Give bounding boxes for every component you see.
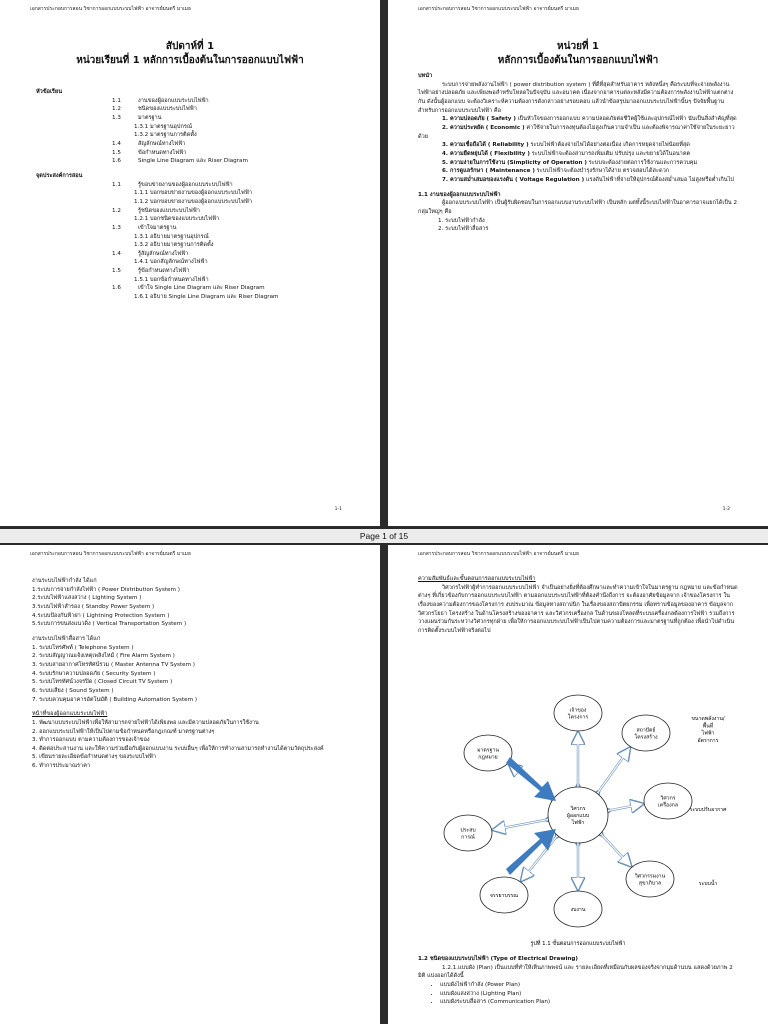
toc-row: [112, 105, 356, 114]
bullet-item: • แบบผังไฟฟ้ากำลัง (Power Plan): [440, 981, 740, 990]
unit-subtitle: หลักการเบื้องต้นในการออกแบบไฟฟ้า: [497, 54, 659, 66]
section-heading: 1.2 ชนิดของแบบระบบไฟฟ้า (Type of Electrical Drawing): [418, 956, 578, 962]
diagram-node-label: วิศวกรรมงานสุขาภิบาล: [634, 873, 666, 887]
toc-row: [134, 131, 356, 140]
diagram-node-label: งบงาน: [570, 907, 586, 913]
toc-number: 1.5: [112, 149, 121, 156]
toc-number: 1.1: [112, 97, 121, 104]
diagram-node-label: จรรยาบรรณ: [489, 893, 519, 899]
system-groups-list: [438, 217, 740, 234]
list-item: 1. ระบบโทรศัพท์ ( Telephone System ): [32, 644, 134, 651]
toc-row: [112, 149, 356, 158]
list-item: 4. ระบบรักษาความปลอดภัย ( Security System ): [32, 670, 156, 677]
toc-text: รู้ข้อกำหนดทางไฟฟ้า: [138, 268, 190, 275]
toc-row: [134, 241, 356, 250]
toc-text: 1.3.2 อธิบายมาตรฐานการติดตั้ง: [134, 242, 214, 249]
toc-text: 1.3.1 อธิบายมาตรฐานอุปกรณ์: [134, 233, 209, 240]
toc-text: 1.3.2 มาตรฐานการติดตั้ง: [134, 132, 197, 139]
list-item: 2. ออกแบบระบบไฟฟ้าให้เป็นไปตามข้อกำหนดหรือกฎเกณฑ์ มาตรฐานต่างๆ: [32, 728, 215, 735]
toc-number: 1.2: [112, 207, 121, 214]
bullet-item: • แบบผังระบบสื่อสาร (Communication Plan): [440, 998, 740, 1007]
toc-row: [112, 140, 356, 149]
duties-list: [32, 719, 352, 771]
document-page-3: [0, 545, 380, 1024]
toc-row: [134, 233, 356, 242]
contents-list: [112, 97, 356, 166]
factor-item: [418, 176, 740, 185]
toc-row: [112, 207, 356, 216]
toc-text: 1.1.1 บอกขอบข่ายงานของผู้ออกแบบระบบไฟฟ้า: [134, 190, 252, 197]
diagram-caption: รูปที่ 1.1 ขั้นตอนการออกแบบระบบไฟฟ้า: [530, 941, 626, 947]
page-number: 1-1: [334, 507, 342, 513]
toc-number: 1.3: [112, 114, 121, 121]
toc-text: รู้ชนิดของแบบระบบไฟฟ้า: [138, 207, 200, 214]
factor-label: 4. ความยืดหยุ่นได้ ( Flexibility ): [442, 150, 530, 157]
factors-list: [418, 115, 740, 184]
list-item: 6. ทำการประมาณราคา: [32, 763, 91, 770]
toc-row: [134, 293, 356, 302]
factor-label: 7. ความสม่ำเสมอของแรงดัน ( Voltage Regulation ): [442, 176, 585, 183]
center-node-label: วิศวกรผู้ออกแบบไฟฟ้า: [566, 805, 590, 827]
toc-row: [134, 189, 356, 198]
list-item: 2. ระบบสัญญาณแจ้งเหตุเพลิงไหม้ ( Fire Alarm System ): [32, 653, 175, 660]
toc-number: 1.6: [112, 285, 121, 292]
factor-item: [418, 115, 740, 124]
bullet-item: • แบบผังแสงสว่าง (Lighting Plan): [440, 990, 740, 999]
list-item: 2.ระบบไฟฟ้าแสงสว่าง ( Lighting System ): [32, 595, 142, 602]
factor-item: [418, 167, 740, 176]
list-item: 3. ระบบสายอากาศโทรทัศน์รวม ( Master Antenna TV System ): [32, 661, 195, 668]
toc-text: 1.2.1 บอกชนิดของแบบระบบไฟฟ้า: [134, 216, 220, 223]
factor-text: ระบบไฟฟ้าต้องจ่ายไฟได้อย่างต่อเนื่อง เกิดการหยุดจ่ายไฟน้อยที่สุด: [528, 142, 690, 149]
toc-row: [112, 97, 356, 106]
flow-arrow-top: [506, 757, 556, 801]
objectives-heading: จุดประสงค์การสอน: [36, 172, 83, 179]
intro-heading: บทนำ: [418, 73, 433, 79]
toc-number: 1.5: [112, 268, 121, 275]
toc-row: [112, 157, 356, 166]
power-systems-heading: งานระบบไฟฟ้ากำลัง ได้แก่: [32, 578, 97, 584]
diagram-annotation: ขนาดพลังงาน/พื้นที่ไฟฟ้าอัตราการ: [691, 716, 725, 744]
plan-types-list: [418, 981, 740, 1007]
toc-row: [112, 250, 356, 259]
document-page-1: [0, 0, 380, 526]
factor-text: ค่าใช้จ่ายในการลงทุนต้องไม่สูงเกินความจำเป็น และต้องพิจารณาค่าใช้จ่ายในระยะยาวด้วย: [418, 124, 735, 140]
intro-paragraph: ระบบการจ่ายพลังงานไฟฟ้า ( power distribution system ) ที่ดีที่สุดสำหรับอาคาร หลังหนึ่งๆ คือระบบที่จะจ่ายพลังงานไฟฟ้าอย่างปลอดภัย และเพียงพอสำหรับโหลดในปัจจุบัน และอนาคต เนื่องจากอาคารแต่ละหลังมีความต้องการพลังงานไฟฟ้าแตกต่างกัน ดังนั้นผู้ออกแบบ จะต้องวิเคราะห์ความต้องการดังกล่าวอย่างรอบคอบ แล้วนำข้อสรุปมาออกแบบระบบไฟฟ้านั้นๆ ปัจจัยพื้นฐานสำหรับการออกแบบระบบไฟฟ้า คือ: [418, 81, 734, 114]
list-item: 5.ระบบการขนส่งแนวดิ่ง ( Vertical Transportation System ): [32, 621, 187, 628]
factor-label: 1. ความปลอดภัย ( Safety ): [442, 116, 516, 123]
factor-label: 5. ความง่ายในการใช้งาน (Simplicity of Operation ): [442, 159, 587, 166]
toc-row: [134, 258, 356, 267]
factor-label: 3. ความเชื่อถือได้ ( Reliability ): [442, 142, 529, 149]
list-item: 4. ติดต่อประสานงาน และให้ความร่วมมือกับผู้ออกแบบงาน ระบบอื่นๆ เพื่อให้การทำงานสามารถทำงานได้ตามวัตถุประสงค์: [32, 745, 324, 752]
relationship-heading: ความสัมพันธ์และขั้นตอนการออกแบบระบบไฟฟ้า: [418, 576, 536, 582]
toc-text: ชนิดของแบบระบบไฟฟ้า: [138, 106, 197, 113]
list-item: 3. ทำการออกแบบ ตามความต้องการของเจ้าของ: [32, 737, 150, 744]
toc-row: [112, 181, 356, 190]
list-item: 5. ระบบโทรทัศน์วงจรปิด ( Closed Circuit TV System ): [32, 679, 173, 686]
week-title: สัปดาห์ที่ 1: [165, 41, 215, 52]
list-item: 7. ระบบควบคุมอาคารอัตโนมัติ ( Building Automation System ): [32, 696, 198, 703]
diagram-node-label: ประสบการณ์: [460, 827, 476, 841]
diagram-node-label: มาตรฐานกฎหมาย: [477, 747, 499, 761]
factor-item: [418, 141, 740, 150]
list-item: 1.ระบบการจ่ายกำลังไฟฟ้า ( Power Distribution System ): [32, 586, 180, 593]
page-header: เอกสารประกอบการสอน วิชาการออกแบบระบบไฟฟ้า อาจารย์มนตรี มาเมธ: [30, 6, 192, 12]
section-heading: 1.1 งานของผู้ออกแบบระบบไฟฟ้า: [418, 191, 501, 198]
toc-text: 1.1.2 บอกขอบข่ายงานของผู้ออกแบบระบบไฟฟ้า: [134, 198, 252, 205]
toc-row: [134, 276, 356, 285]
document-page-2: [388, 0, 768, 526]
toc-row: [134, 215, 356, 224]
list-item: 4.ระบบป้องกันฟ้าผ่า ( Lightning Protection System ): [32, 612, 170, 619]
factor-label: 6. การดูแลรักษา ( Maintenance ): [442, 168, 535, 175]
toc-text: 1.3.1 มาตรฐานอุปกรณ์: [134, 123, 193, 130]
document-page-4: [388, 545, 768, 1024]
toc-text: งานของผู้ออกแบบระบบไฟฟ้า: [138, 97, 209, 104]
toc-row: [134, 198, 356, 207]
toc-number: 1.1: [112, 181, 121, 188]
page-header: เอกสารประกอบการสอน วิชาการออกแบบระบบไฟฟ้า อาจารย์มนตรี มาเมธ: [418, 551, 580, 557]
toc-row: [112, 114, 356, 123]
list-item: 1. ระบบไฟฟ้ากำลัง: [438, 217, 485, 224]
objectives-list: [112, 181, 356, 302]
list-item: 6. ระบบเสียง ( Sound System ): [32, 687, 114, 694]
duties-heading: หน้าที่ของผู้ออกแบบระบบไฟฟ้า: [32, 711, 108, 718]
unit-title: หน่วยที่ 1: [557, 41, 599, 52]
toc-number: 1.6: [112, 158, 121, 165]
list-item: 3.ระบบไฟฟ้าสำรอง ( Standby Power System ): [32, 603, 155, 610]
toc-text: เข้าใจมาตรฐาน: [138, 224, 177, 231]
factor-item: [418, 150, 740, 159]
factor-item: [418, 124, 740, 141]
diagram-node-label: สถาปัตย์โครงสร้าง: [634, 727, 658, 741]
page-header: เอกสารประกอบการสอน วิชาการออกแบบระบบไฟฟ้า อาจารย์มนตรี มาเมธ: [418, 6, 580, 12]
factor-item: [418, 159, 740, 168]
list-item: 1. พัฒนาแบบระบบไฟฟ้าเพื่อให้สามารถจ่ายไฟฟ้าได้เพียงพอ และมีความปลอดภัยในการใช้งาน: [32, 719, 259, 726]
comm-systems-heading: งานระบบไฟฟ้าสื่อสาร ได้แก่: [32, 635, 101, 642]
toc-row: [112, 267, 356, 276]
diagram-node-label: วิศวกรเครื่องกล: [658, 795, 678, 809]
toc-text: รู้สัญลักษณ์ทางไฟฟ้า: [138, 250, 189, 257]
diagram-node-label: เจ้าของโครงการ: [567, 707, 589, 721]
toc-number: 1.2: [112, 106, 121, 113]
toc-text: เข้าใจ Single Line Diagram และ Riser Diagram: [138, 285, 265, 292]
comm-systems-list: [32, 644, 352, 705]
factor-text: ระบบไฟฟ้าจะต้องบำรุงรักษาได้ง่าย ตรวจสอบได้สะดวก: [534, 168, 670, 175]
toc-text: รู้ขอบข่ายงานของผู้ออกแบบระบบไฟฟ้า: [138, 181, 233, 188]
factor-label: 2. ความประหยัด ( Economic ): [442, 124, 525, 131]
section-paragraph: 1.2.1.แบบผัง (Plan) เป็นแบบที่ทำให้เห็นภาพพจน์ และ รายละเอียดที่เหมือนกับผลของจริงจากมุมด้านบน แสดงด้วยภาพ 2 มิติ แบ่งออกได้ดังนี้: [418, 964, 733, 980]
power-systems-list: [32, 586, 352, 629]
list-item: 5. เขียนรายละเอียดข้อกำหนดต่างๆ ของระบบไฟฟ้า: [32, 754, 157, 761]
toc-row: [112, 284, 356, 293]
toc-text: 1.5.1 บอกข้อกำหนดทางไฟฟ้า: [134, 276, 209, 283]
list-item: 2. ระบบไฟฟ้าสื่อสาร: [438, 226, 489, 233]
toc-text: มาตรฐาน: [138, 114, 162, 121]
toc-text: 1.6.1 อธิบาย Single Line Diagram และ Riser Diagram: [134, 294, 279, 301]
contents-heading: หัวข้อเรียน: [36, 89, 63, 95]
page-indicator: Page 1 of 15: [0, 529, 768, 543]
toc-number: 1.4: [112, 140, 121, 147]
toc-row: [134, 123, 356, 132]
toc-text: สัญลักษณ์ทางไฟฟ้า: [138, 140, 186, 147]
toc-number: 1.4: [112, 250, 121, 257]
toc-text: ข้อกำหนดทางไฟฟ้า: [138, 149, 187, 156]
diagram-annotation: ระบบปรับอากาศ: [689, 807, 727, 813]
factor-text: เป็นหัวใจของการออกแบบ ความปลอดภัยต่อชีวิตผู้ใช้และอุปกรณ์ไฟฟ้า นับเป็นสิ่งสำคัญที่สุด: [515, 116, 737, 123]
page-header: เอกสารประกอบการสอน วิชาการออกแบบระบบไฟฟ้า อาจารย์มนตรี มาเมธ: [30, 551, 192, 557]
toc-text: Single Line Diagram และ Riser Diagram: [138, 158, 248, 165]
unit-title: หน่วยเรียนที่ 1 หลักการเบื้องต้นในการออกแบบไฟฟ้า: [76, 54, 304, 66]
toc-text: 1.4.1 บอกสัญลักษณ์ทางไฟฟ้า: [134, 259, 208, 266]
diagram-annotation: ระบบน้ำ: [698, 881, 718, 887]
toc-row: [112, 224, 356, 233]
factor-text: ระบบไฟฟ้าจะต้องสามารถเพิ่มเติม ปรับปรุง และขยายได้ในอนาคต: [529, 150, 691, 157]
page-number: 1-2: [722, 507, 730, 513]
factor-text: แรงดันไฟฟ้าที่จ่ายให้อุปกรณ์ต้องสม่ำเสมอ ไม่สูงหรือต่ำเกินไป: [584, 176, 734, 183]
design-process-diagram: [428, 683, 728, 951]
section-paragraph: ผู้ออกแบบระบบไฟฟ้า เป็นผู้รับผิดชอบในการออกแบบงานระบบไฟฟ้า เป็นหลัก แต่ทั้งนี้ระบบไฟฟ้าในอาคารอาจแยกได้เป็น 2 กลุ่มใหญ่ๆ คือ: [418, 200, 738, 215]
factor-text: ระบบจะต้องง่ายต่อการใช้งานและการควบคุม: [587, 159, 698, 166]
toc-number: 1.3: [112, 224, 121, 231]
relationship-paragraph: วิศวกรไฟฟ้าผู้ทำการออกแบบระบบไฟฟ้า จำเป็นอย่างยิ่งที่ต้องศึกษาและทำความเข้าใจในมาตรฐาน กฎหมาย และข้อกำหนดต่างๆ ที่เกี่ยวข้องกับการออกแบบระบบไฟฟ้า ตามออกแบบระบบไฟฟ้าที่ต้องคำนึงถึงการ จะต้องอาศัยข้อมูลจาก เจ้าของโครงการ ในเรื่องของความต้องการของโครงการ งบประมาณ ข้อมูลทางสถาปนิก ในเรื่องของสถาปัตยกรรม เพื่อทราบข้อมูลของอาคาร ข้อมูลจากวิศวกรโยธา โครงสร้าง ในด้านโครงสร้างของอาคาร และวิศวกรเครื่องกล ในด้านของโหลดที่ระบบเครื่องกลต้องการไฟฟ้า รวมถึงการวางแผนร่วมกันระหว่างวิศวกรทุกฝ่าย เพื่อให้การออกแบบระบบไฟฟ้าเป็นไปตามความต้องการและมาตรฐานที่ถูกต้อง เพื่อนำไปดำเนินการติดตั้งระบบไฟฟ้าจริงต่อไป: [418, 584, 738, 634]
